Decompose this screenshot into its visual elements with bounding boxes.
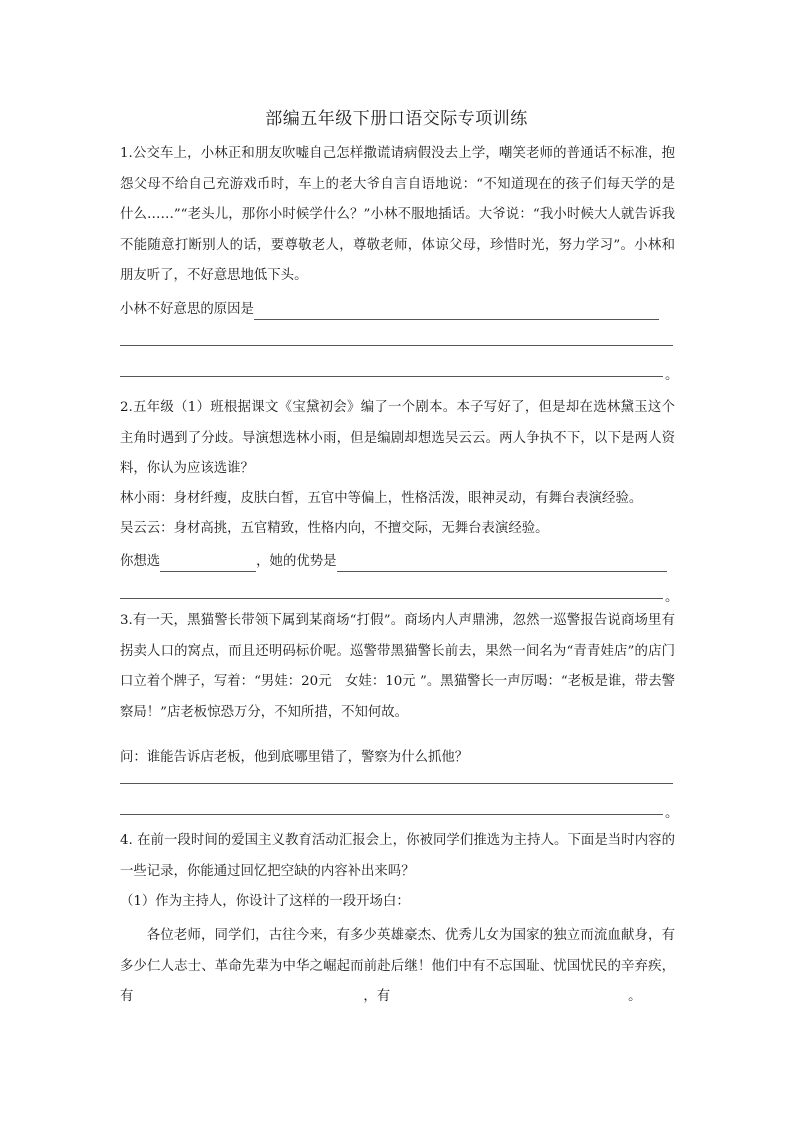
question-4-text: 4. 在前一段时间的爱国主义教育活动汇报会上，你被同学们推选为主持人。下面是当时内容的一些记录，你能通过回忆把空缺的内容补出来吗？: [120, 833, 675, 879]
comma-you: ，有: [363, 989, 391, 1004]
answer-line[interactable]: [120, 345, 673, 346]
question-2-answer-row: [120, 552, 675, 572]
question-1-text: 1.公交车上，小林正和朋友吹嘘自己怎样撒谎请病假没去上学，嘲笑老师的普通话不标准，抱怨父母不给自己充游戏币时，车上的老大爷自言自语地说：“不知道现在的孩子们每天学的是什么……”“老头儿，那你小时候学什么？”小林不服地插话。大爷说：“我小时候大人就告诉我不能随意打断别人的话，要尊敬老人，尊敬老师，体谅父母，珍惜时光，努力学习”。小林和朋友听了，不好意思地低下头。: [120, 146, 675, 283]
answer-line[interactable]: [120, 814, 663, 815]
question-1-answer-row: [120, 300, 675, 320]
advantage-blank[interactable]: [337, 555, 667, 572]
question-4-sub1: （1）作为主持人，你设计了这样的一段开场白：: [120, 894, 410, 909]
question-3-text: 3.有一天，黑猫警长带领下属到某商场“打假”。商场内人声鼎沸，忽然一巡警报告说商场里有拐卖人口的窝点，而且还明码标价呢。巡警带黑猫警长前去，果然一间名为“青青娃店”的店门口立着个牌子，写着：“男娃：20元 女娃：10元 ”。黑猫警长一声厉喝：“老板是谁，带去警察局！”店老板惊恐万分，不知所措，不知何故。: [120, 613, 675, 720]
answer-line[interactable]: [120, 598, 663, 599]
opening-blank-1[interactable]: [133, 996, 363, 1013]
question-1-prompt: 小林不好意思的原因是: [120, 302, 254, 317]
period-mark: 。: [628, 989, 642, 1004]
choice-blank[interactable]: [160, 555, 256, 572]
answer-line[interactable]: [120, 783, 673, 784]
page-title: 部编五年级下册口语交际专项训练: [265, 109, 528, 129]
question-3-question: 问：谁能告诉店老板，他到底哪里错了，警察为什么抓他？: [120, 750, 469, 765]
choose-prompt: 你想选: [120, 554, 161, 569]
opening-speech: [120, 921, 675, 1012]
answer-blank[interactable]: [254, 303, 659, 320]
opening-text: 各位老师，同学们，古往今来，有多少英雄豪杰、优秀儿女为国家的独立而流血献身，有多少仁人志士、革命先辈为中华之崛起而前赴后继！他们中有不忘国耻、忧国忧民的辛弃疾，有: [120, 928, 675, 1004]
advantage-prompt: ，她的优势是: [256, 554, 337, 569]
candidate-wu: 吴云云：身材高挑，五官精致，性格内向，不擅交际，无舞台表演经验。: [120, 521, 549, 536]
candidate-lin: 林小雨：身材纤瘦，皮肤白皙，五官中等偏上，性格活泼，眼神灵动，有舞台表演经验。: [120, 491, 643, 506]
period-mark: 。: [665, 806, 679, 821]
question-2-text: 2.五年级（1）班根据课文《宝黛初会》编了一个剧本。本子写好了，但是却在选林黛玉这个主角时遇到了分歧。导演想选林小雨，但是编剧却想选吴云云。两人争执不下，以下是两人资料，你认为应该选谁？: [120, 400, 675, 476]
answer-line[interactable]: [120, 376, 663, 377]
opening-blank-2[interactable]: [390, 996, 628, 1013]
period-mark: 。: [665, 368, 679, 383]
period-mark: 。: [665, 590, 679, 605]
